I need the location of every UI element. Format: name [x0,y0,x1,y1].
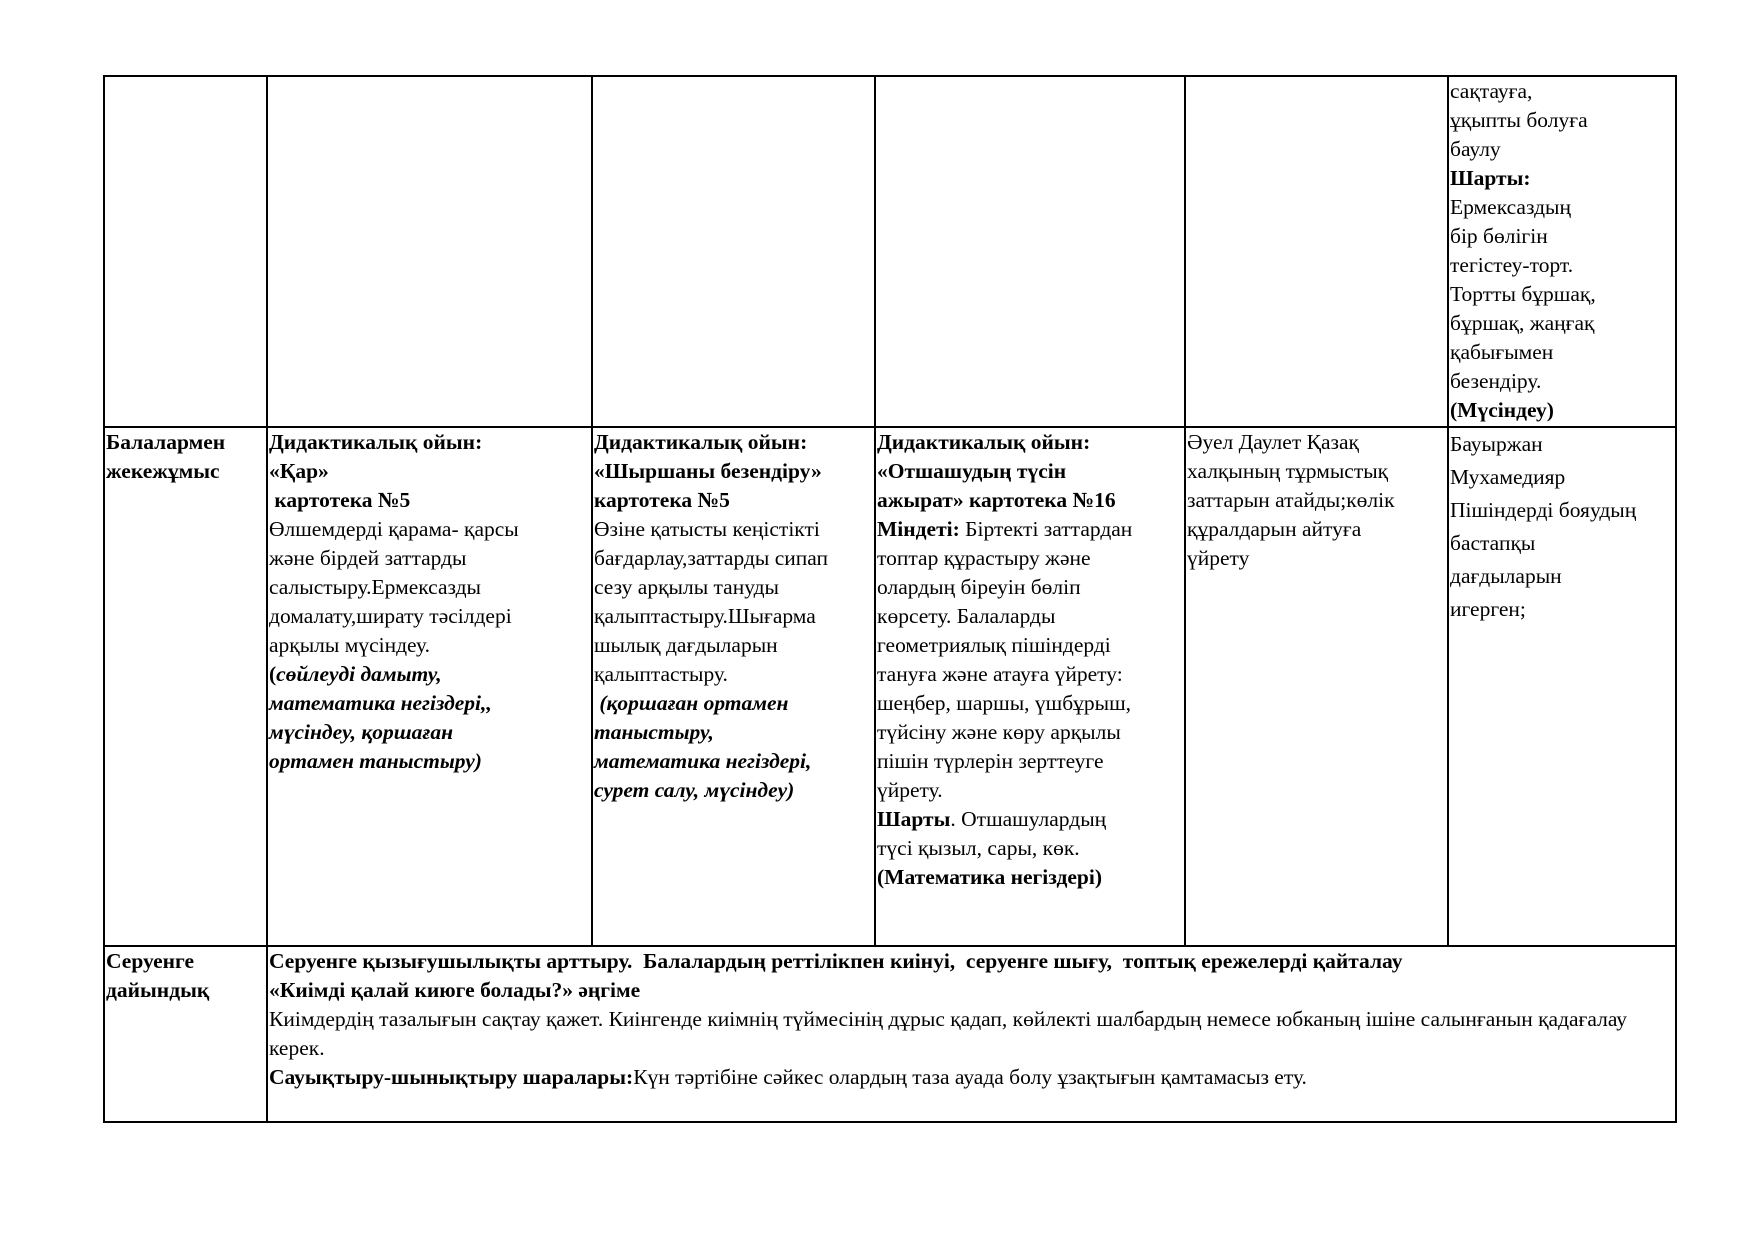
subject-label: (Мүсіндеу) [1450,398,1554,422]
condition-text-line: тегістеу-торт. [1450,253,1574,277]
task-label: Міндеті: [877,517,960,541]
subjects-open-paren: ( [269,662,277,686]
cell-walk-preparation-content [267,946,1676,1122]
game-text-line: сезу арқылы тануды [594,575,779,599]
task-text-line: түйсіну және көру арқылы [877,720,1121,744]
game-text-line: Өзіне қатысты кеңістікті [594,517,820,541]
row-label-line: Серуенге [106,949,195,973]
subjects-line: математика негіздері,, [269,691,492,715]
individual-text-line: құралдарын айтуға [1187,517,1362,541]
individual-text-line: игерген; [1450,597,1526,621]
row-label-line: жекежұмыс [106,459,220,483]
condition-text-line: Тортты бұршақ, [1450,282,1596,306]
subjects-line: (қоршаған ортамен [594,691,789,715]
row-label-line: дайындық [106,978,210,1002]
condition-text-line: бір бөлігін [1450,224,1548,248]
game-text-line: қалыптастыру. [594,662,728,686]
game-title-line: «Шыршаны безендіру» [594,459,822,483]
cell-row1-thursday [1185,76,1448,427]
individual-text-line: бастапқы [1450,531,1536,555]
condition-text-line: бұршақ, жаңғақ [1450,311,1595,335]
row-label-individual-work [104,427,267,946]
individual-text-line: заттарын атайды;көлік [1187,488,1395,512]
subject-label: (Математика негіздері) [877,865,1103,889]
continued-text-line: сақтауға, [1450,79,1533,103]
task-text-line: геометриялық пішіндерді [877,633,1111,657]
subjects-line: таныстыру, [594,720,714,744]
condition-text-line: безендіру. [1450,369,1542,393]
continued-text-line: баулу [1450,137,1501,161]
cell-tuesday-individual [592,427,875,946]
table-row-individual-work [104,427,1676,946]
task-text-line: тануға және атауға үйрету: [877,662,1123,686]
cell-row1-label [104,76,267,427]
game-text-line: домалату,ширату тәсілдері [269,604,512,628]
individual-text-line: үйрету [1187,546,1250,570]
table-row-continuation [104,76,1676,427]
game-title-line: Дидактикалық ойын: [877,430,1091,454]
cell-row1-friday [1448,76,1676,427]
cell-thursday-individual [1185,427,1448,946]
game-text-line: қалыптастыру.Шығарма [594,604,816,628]
subjects-line: сөйлеуді дамыту, [276,662,442,686]
walk-paragraph: Киімдердің тазалығын сақтау қажет. Киінгенде киімнің түймесінің дұрыс қадап, көйлекті шалбардың немесе юбканың ішіне салынғанын қадағалау керек. [269,1007,1628,1060]
task-text-line: көрсету. Балаларды [877,604,1056,628]
row-label-line: Балалармен [106,430,226,454]
game-title-line: «Қар» [269,459,329,483]
game-text-line: арқылы мүсіндеу. [269,633,431,657]
health-measures-text: Күн тәртібіне сәйкес олардың таза ауада болу ұзақтығын қамтамасыз ету. [633,1065,1307,1089]
cell-wednesday-individual [875,427,1185,946]
row-label-walk-preparation [104,946,267,1122]
cell-monday-individual [267,427,592,946]
individual-text-line: Мухамедияр [1450,465,1566,489]
condition-text-line: түсі қызыл, сары, көк. [877,836,1080,860]
condition-label: Шарты: [1450,166,1531,190]
task-text: Біртекті заттардан [959,517,1133,541]
game-text-line: Өлшемдерді қарама- қарсы [269,517,519,541]
game-text-line: бағдарлау,заттарды сипап [594,546,829,570]
health-measures-label: Сауықтыру-шынықтыру шаралары: [269,1065,634,1089]
cell-friday-individual [1448,427,1676,946]
task-text-line: шеңбер, шаршы, үшбұрыш, [877,691,1132,715]
game-title-line: Дидактикалық ойын: [594,430,808,454]
subjects-line: математика негіздері, [594,749,812,773]
game-title-line: картотека №5 [594,488,730,512]
daily-plan-table [103,75,1677,1123]
cell-row1-monday [267,76,592,427]
subjects-line: ортамен таныстыру) [269,749,482,773]
task-text-line: пішін түрлерін зерттеуге [877,749,1104,773]
subjects-line: мүсіндеу, қоршаған [269,720,454,744]
game-title-line: Дидактикалық ойын: [269,430,483,454]
condition-text-line: Ермексаздың [1450,195,1571,219]
task-text-line: олардың біреуін бөліп [877,575,1081,599]
individual-text-line: дағдыларын [1450,564,1562,588]
task-text-line: топтар құрастыру және [877,546,1091,570]
game-title-line: картотека №5 [269,488,411,512]
game-text-line: шылық дағдыларын [594,633,778,657]
walk-conversation-title: «Киімді қалай киюге болады?» әңгіме [269,978,641,1002]
individual-text-line: халқының тұрмыстық [1187,459,1389,483]
subjects-line: сурет салу, мүсіндеу) [594,778,795,802]
game-text-line: салыстыру.Ермексазды [269,575,481,599]
task-text-line: үйрету. [877,778,943,802]
condition-label: Шарты [877,807,951,831]
game-title-line: «Отшашудың түсін [877,459,1067,483]
walk-heading: Серуенге қызығушылықты арттыру. Балалардың реттілікпен киінуі, серуенге шығу, топтық ережелерді қайталау [269,949,1403,973]
individual-text-line: Әуел Даулет Қазақ [1187,430,1359,454]
individual-text-line: Пішіндерді бояудың [1450,498,1637,522]
cell-row1-tuesday [592,76,875,427]
condition-text: . Отшашулардың [950,807,1107,831]
table-row-walk-preparation [104,946,1676,1122]
game-text-line: және бірдей заттарды [269,546,467,570]
game-title-line: ажырат» картотека №16 [877,488,1116,512]
continued-text-line: ұқыпты болуға [1450,108,1588,132]
condition-text-line: қабығымен [1450,340,1554,364]
individual-text-line: Бауыржан [1450,432,1543,456]
cell-row1-wednesday [875,76,1185,427]
